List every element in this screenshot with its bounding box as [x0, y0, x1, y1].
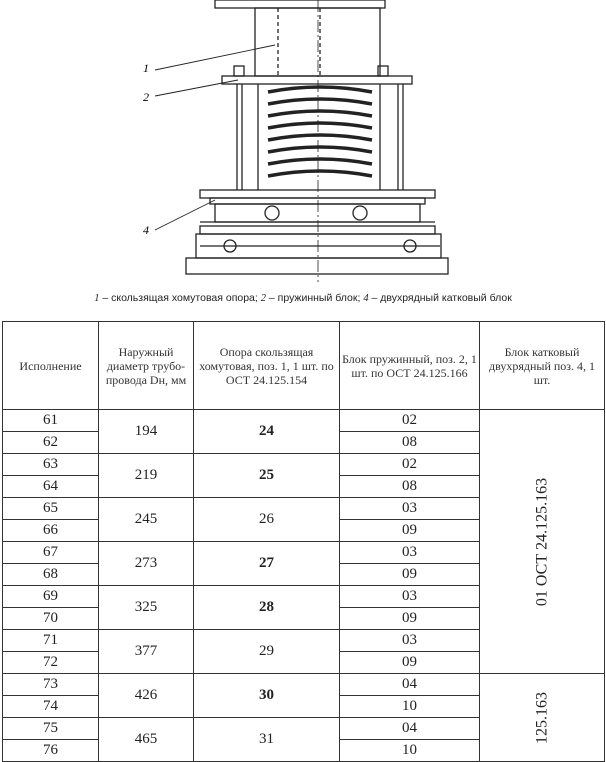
katok-code-2: 125.163 [533, 691, 551, 744]
katok-code-1: 01 ОСТ 24.125.163 [533, 477, 551, 606]
cell-opora: 24 [194, 410, 340, 454]
header-ispolnenie: Исполнение [3, 322, 99, 410]
cell-blok: 03 [340, 498, 480, 520]
callout-1: 1 [143, 61, 149, 75]
cell-blok: 04 [340, 718, 480, 740]
cell-opora: 30 [194, 674, 340, 718]
header-diameter: Наружный диаметр трубо-провода Dн, мм [99, 322, 194, 410]
cell-isp: 67 [3, 542, 99, 564]
cell-blok: 10 [340, 740, 480, 762]
cell-opora: 25 [194, 454, 340, 498]
cell-dn: 219 [99, 454, 194, 498]
cell-isp: 64 [3, 476, 99, 498]
cell-blok: 09 [340, 564, 480, 586]
cell-dn: 426 [99, 674, 194, 718]
cell-dn: 465 [99, 718, 194, 762]
cell-opora: 28 [194, 586, 340, 630]
cell-isp: 68 [3, 564, 99, 586]
table-row [3, 410, 605, 432]
cell-dn: 194 [99, 410, 194, 454]
cell-dn: 377 [99, 630, 194, 674]
cell-isp: 73 [3, 674, 99, 696]
cell-blok: 03 [340, 630, 480, 652]
assembly-drawing [0, 0, 606, 290]
cell-blok: 08 [340, 476, 480, 498]
cell-isp: 69 [3, 586, 99, 608]
caption-text-4: – двухрядный катковый блок [368, 292, 512, 304]
spec-table [2, 321, 605, 762]
cell-blok: 02 [340, 454, 480, 476]
cell-isp: 76 [3, 740, 99, 762]
cell-isp: 71 [3, 630, 99, 652]
cell-isp: 62 [3, 432, 99, 454]
cell-katok-1 [480, 410, 605, 674]
callout-2: 2 [143, 90, 149, 104]
cell-blok: 09 [340, 608, 480, 630]
cell-dn: 245 [99, 498, 194, 542]
caption-text-2: – пружинный блок; [265, 292, 364, 304]
cell-blok: 03 [340, 586, 480, 608]
header-opora: Опора скользящая хомутовая, поз. 1, 1 шт. по ОСТ 24.125.154 [194, 322, 340, 410]
cell-blok: 09 [340, 520, 480, 542]
cell-opora: 27 [194, 542, 340, 586]
caption-text-1: – скользящая хомутовая опора; [99, 292, 261, 304]
cell-dn: 325 [99, 586, 194, 630]
caption-num-4: 4 [363, 293, 369, 304]
header-blok-katok: Блок катковый двухрядный поз. 4, 1 шт. [480, 322, 605, 410]
cell-isp: 66 [3, 520, 99, 542]
cell-opora: 29 [194, 630, 340, 674]
cell-katok-2 [480, 674, 605, 762]
caption-num-1: 1 [94, 293, 100, 304]
cell-blok: 08 [340, 432, 480, 454]
header-blok-pruzh: Блок пружинный, поз. 2, 1 шт. по ОСТ 24.125.166 [340, 322, 480, 410]
caption-num-2: 2 [260, 293, 266, 304]
cell-dn: 273 [99, 542, 194, 586]
cell-opora: 26 [194, 498, 340, 542]
cell-isp: 75 [3, 718, 99, 740]
drawing-caption [0, 292, 606, 304]
cell-isp: 65 [3, 498, 99, 520]
cell-isp: 63 [3, 454, 99, 476]
callout-4: 4 [143, 223, 149, 237]
cell-blok: 02 [340, 410, 480, 432]
cell-blok: 03 [340, 542, 480, 564]
cell-blok: 04 [340, 674, 480, 696]
cell-isp: 61 [3, 410, 99, 432]
cell-opora: 31 [194, 718, 340, 762]
cell-isp: 74 [3, 696, 99, 718]
cell-isp: 72 [3, 652, 99, 674]
table-row [3, 674, 605, 696]
cell-blok: 09 [340, 652, 480, 674]
cell-blok: 10 [340, 696, 480, 718]
cell-isp: 70 [3, 608, 99, 630]
